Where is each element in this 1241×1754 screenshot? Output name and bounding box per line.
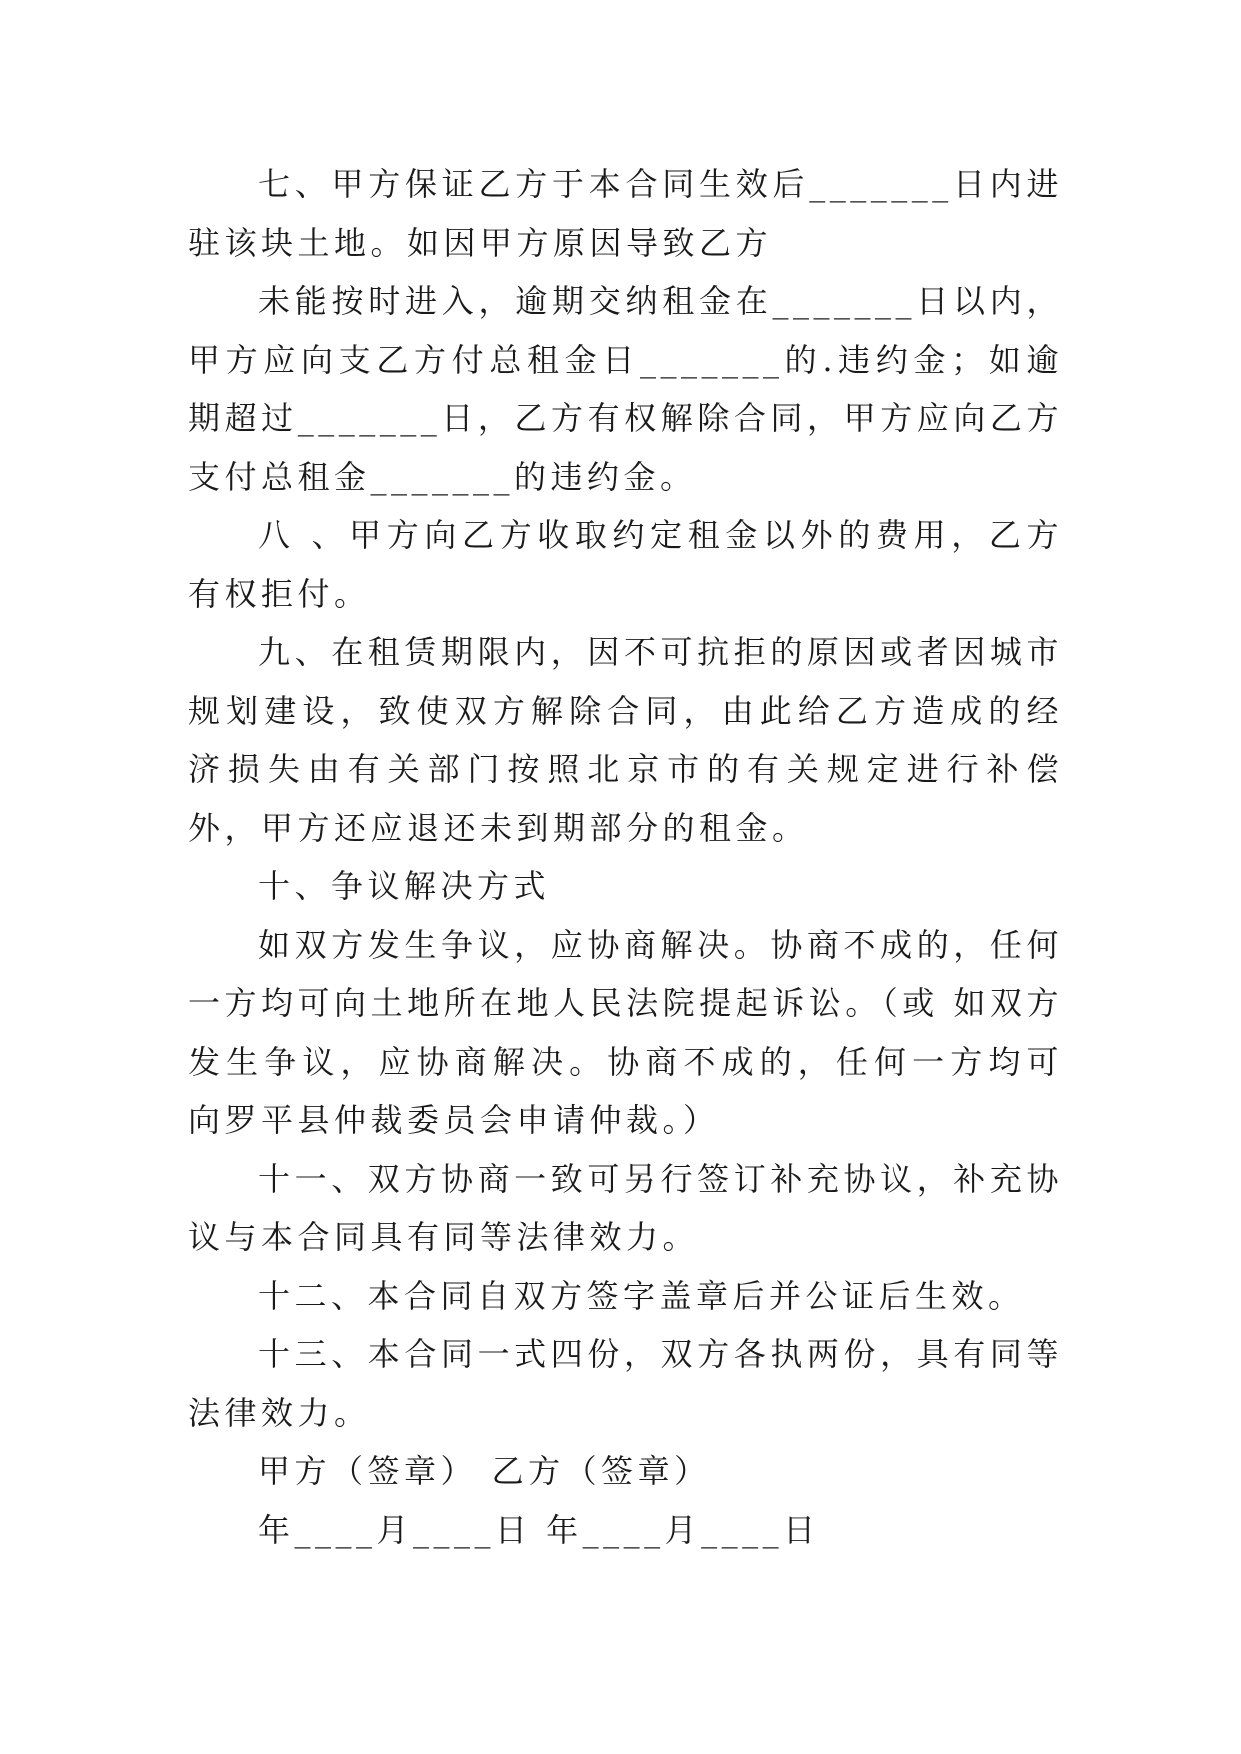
clause-10-heading: 十、争议解决方式 xyxy=(258,867,551,905)
clause-7-continued: 未能按时进入，逾期交纳租金在_______日以内，甲方应向支乙方付总租金日_______的.违约金；如逾期超过_______日，乙方有权解除合同，甲方应向乙方支付总租金_______的违约金。 xyxy=(188,282,1063,496)
clause-10-body: 如双方发生争议，应协商解决。协商不成的，任何一方均可向土地所在地人民法院提起诉讼。（或 如双方发生争议，应协商解决。协商不成的，任何一方均可向罗平县仲裁委员会申请仲裁。） xyxy=(188,925,1063,1139)
clause-12: 十二、本合同自双方签字盖章后并公证后生效。 xyxy=(258,1276,1025,1315)
clause-7: 七、甲方保证乙方于本合同生效后_______日内进驻该块土地。如因甲方原因导致乙方 xyxy=(188,165,1063,262)
contract-body xyxy=(188,155,1063,1559)
date-line: 年____月____日 年____月____日 xyxy=(258,1510,820,1549)
signature-line: 甲方（签章） 乙方（签章） xyxy=(258,1452,711,1490)
clause-9: 九、在租赁期限内，因不可抗拒的原因或者因城市规划建设，致使双方解除合同，由此给乙方造成的经济损失由有关部门按照北京市的有关规定进行补偿外，甲方还应退还未到期部分的租金。 xyxy=(188,633,1063,847)
clause-11: 十一、双方协商一致可另行签订补充协议，补充协议与本合同具有同等法律效力。 xyxy=(188,1159,1063,1256)
clause-8: 八 、甲方向乙方收取约定租金以外的费用，乙方有权拒付。 xyxy=(188,516,1063,613)
clause-13: 十三、本合同一式四份，双方各执两份，具有同等法律效力。 xyxy=(188,1335,1063,1432)
